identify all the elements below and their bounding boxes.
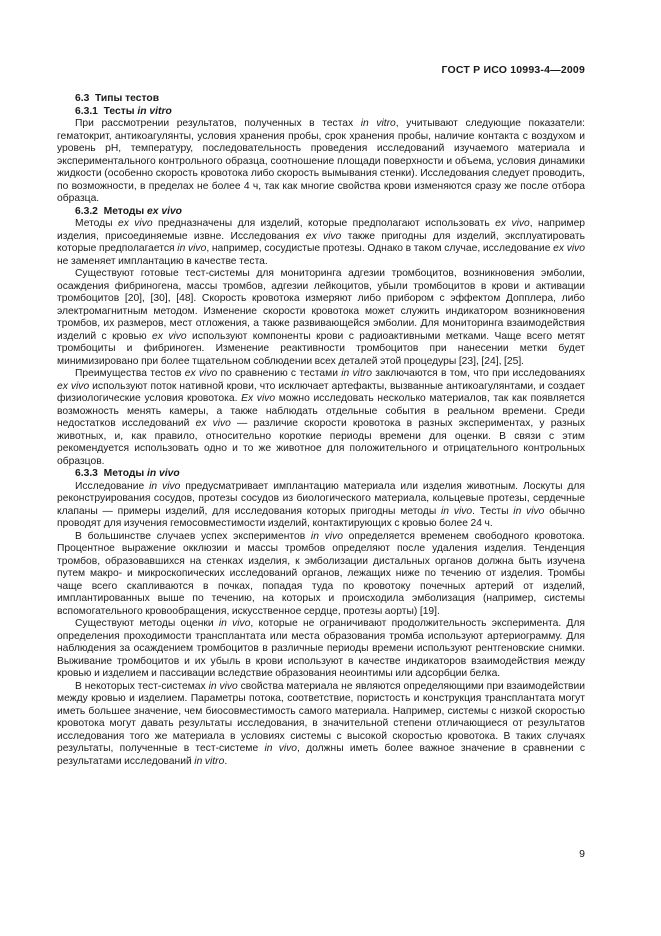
section-heading-6-3-1: 6.3.1 Тесты in vitro xyxy=(75,105,172,117)
paragraph: Преимущества тестов ex vivo по сравнению с тестами in vitro заключаются в том, что при исследованиях ex vivo используют поток нативной крови, что исключает артефакты, вызванные антикоагулянтами, и создает физиологические условия кровотока. Ex vivo можно исследовать несколько материалов, так как появляется возможность менять камеры, а также наблюдать отдельные события в реальном времени. Среди недостатков исследований ex vivo — различие скорости кровотока в разных экспериментах, у разных животных, и, как правило, относительно короткие периоды времени для оценки. В связи с этим рекомендуется использовать одно и то же животное для положительного и отрицательного контрольных образцов. xyxy=(57,368,586,467)
paragraph: При рассмотрении результатов, полученных в тестах in vitro, учитывают следующие показатели: гематокрит, антикоагулянты, условия хранения пробы, срок хранения пробы, наличие контакта с воздухом и уровень pH, температуру, последовательность проведения исследований изучаемого материала и экспериментального контрольного образца, соотношение площади поверхности и объема, условия динамики жидкости (особенно скорость кровотока либо скорость вымывания стенки). Исследования следует проводить, по возможности, в пределах не более 4 ч, так как многие свойства крови изменяются сразу же после отбора образца. xyxy=(57,118,586,204)
document-header xyxy=(57,64,585,76)
section-heading-6-3: 6.3 Типы тестов xyxy=(75,93,160,104)
section-heading-6-3-2: 6.3.2 Методы ex vivo xyxy=(75,205,182,217)
paragraph: Исследование in vivo предусматривает имплантацию материала или изделия животным. Лоскуты для реконструирования сосудов, протезы сосудов из биологического материала, кольцевые протезы, сердечные клапаны — примеры изделий, для исследования которых пригодны методы in vivo. Тесты in vivo обычно проводят для изучения гемосовместимости изделий, контактирующих с кровью более 24 ч. xyxy=(57,480,586,529)
document-body xyxy=(57,93,585,768)
section-heading-6-3-3: 6.3.3 Методы in vivo xyxy=(75,468,180,479)
page-number: 9 xyxy=(579,848,585,860)
document-footer xyxy=(57,848,585,860)
standard-designation: ГОСТ Р ИСО 10993-4—2009 xyxy=(441,64,585,76)
paragraph: Существуют методы оценки in vivo, которые не ограничивают продолжительность эксперимента. Для определения проходимости трансплантата или места образования тромба используют артериограмму. Для наблюдения за осаждением тромбоцитов в различные периоды времени используют рентгеновские снимки. Выживание тромбоцитов и их убыль в крови используют в качестве индикаторов взаимодействия между кровью и изделием и пассивации вследствие образования неоинтимы или адсорбции белка. xyxy=(57,618,585,679)
paragraph: В большинстве случаев успех экспериментов in vivo определяется временем свободного кровотока. Процентное выражение окклюзии и массы тромбов определяют после удаления изделия. Тенденция тромбов, образовавшихся на стенках изделия, к эмболизации дистальных органов должна быть изучена путем макро- и микроскопических исследований органов, лежащих ниже по течению от изделия. Тромбы чаще всего скапливаются в почках, попадая туда по кровотоку почечных артерий от изделий, имплантированных выше по течению, на которых и происходила эмболизация (например, системы вспомогательного кровообращения, искусственное сердце, протезы аорты) [19]. xyxy=(57,530,585,617)
paragraph: Методы ex vivo предназначены для изделий, которые предполагают использовать ex vivo, например изделия, присоединяемые извне. Исследования ex vivo также пригодны для изделий, эксплуатировать которые предполагается in vivo, например, сосудистые протезы. Однако в таком случае, исследование ex vivo не заменяет имплантацию в качестве теста. xyxy=(57,218,586,267)
paragraph: Существуют готовые тест-системы для мониторинга адгезии тромбоцитов, возникновения эмболии, осаждения фибриногена, массы тромбов, адгезии лейкоцитов, убыли тромбоцитов в крови и активации тромбоцитов [20], [30], [48]. Скорость кровотока измеряют либо прибором с эффектом Допплера, либо электромагнитным методом. Изменение скорости кровотока может служить индикатором возникновения тромбов, их размеров, мест отложения, а также развивающейся эмболии. Для мониторинга взаимодействия изделий с кровью ex vivo используют компоненты крови с радиоактивными метками. Чаще всего метят тромбоциты и фибриноген. Изменение реактивности тромбоцитов при нанесении метки будет минимизировано при более тщательном соблюдении всех деталей этой процедуры [23], [24], [25]. xyxy=(57,268,585,367)
paragraph: В некоторых тест-системах in vivo свойства материала не являются определяющими при взаимодействии между кровью и изделием. Параметры потока, соответствие, пористость и конструкция трансплантата могут иметь большее значение, чем биосовместимость самого материала. Например, системы с низкой скоростью кровотока могут давать результаты исследования, в значительной степени отличающиеся от результатов исследования того же материала в условиях системы с высокой скоростью кровотока. В таких случаях результаты, полученные в тест-системе in vivo, должны иметь более важное значение в сравнении с результатами исследований in vitro. xyxy=(57,680,586,767)
